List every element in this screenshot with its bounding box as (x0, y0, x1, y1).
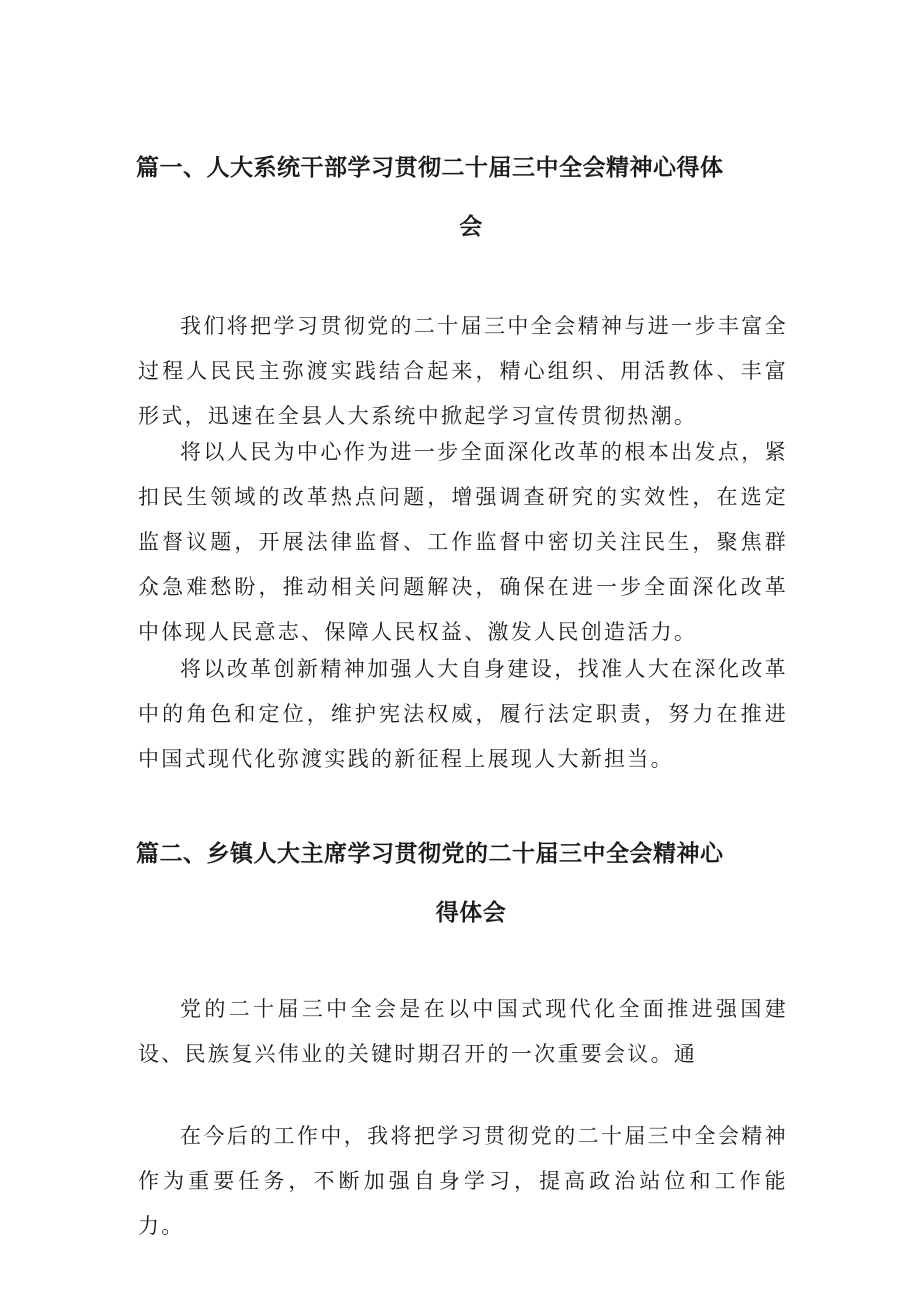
section-1-paragraph-2: 将以人民为中心作为进一步全面深化改革的根本出发点，紧扣民生领域的改革热点问题，增强调查研究的实效性，在选定监督议题，开展法律监督、工作监督中密切关注民生，聚焦群众急难愁盼，推动相关问题解决，确保在进一步全面深化改革中体现人民意志、保障人民权益、激发人民创造活力。 (138, 440, 788, 644)
section-2-title-line1: 篇二、乡镇人大主席学习贯彻党的二十届三中全会精神心 (136, 841, 724, 867)
section-2-title-line2: 得体会 (435, 900, 507, 926)
section-1-title (136, 157, 786, 239)
section-2-title (136, 843, 786, 925)
section-2-paragraph-1: 党的二十届三中全会是在以中国式现代化全面推进强国建设、民族复兴伟业的关键时期召开的一次重要会议。通 (138, 997, 788, 1066)
section-2-paragraph-2: 在今后的工作中，我将把学习贯彻党的二十届三中全会精神作为重要任务，不断加强自身学习，提高政治站位和工作能力。 (138, 1124, 788, 1238)
section-1-paragraph-3: 将以改革创新精神加强人大自身建设，找准人大在深化改革中的角色和定位，维护宪法权威，履行法定职责，努力在推进中国式现代化弥渡实践的新征程上展现人大新担当。 (138, 657, 788, 771)
section-1-title-line1: 篇一、人大系统干部学习贯彻二十届三中全会精神心得体 (136, 155, 724, 181)
section-1-title-line2: 会 (459, 214, 483, 240)
section-1-paragraph-1: 我们将把学习贯彻党的二十届三中全会精神与进一步丰富全过程人民民主弥渡实践结合起来，精心组织、用活教体、丰富形式，迅速在全县人大系统中掀起学习宣传贯彻热潮。 (138, 314, 788, 428)
